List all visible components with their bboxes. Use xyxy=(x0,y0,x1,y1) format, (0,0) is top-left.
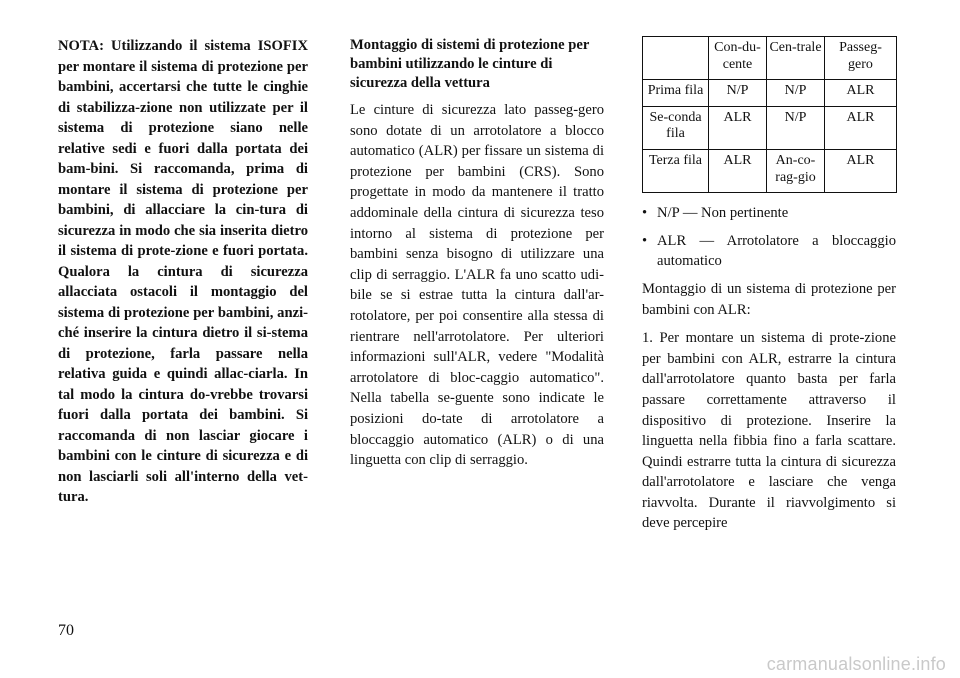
table-header-row xyxy=(643,37,897,80)
bullet-icon: • xyxy=(642,232,648,249)
table-header-cell xyxy=(643,37,709,80)
table-header-cell: Cen-trale xyxy=(767,37,825,80)
table-cell: ALR xyxy=(825,80,897,107)
watermark: carmanualsonline.info xyxy=(766,654,946,674)
right-column xyxy=(642,36,896,542)
table-row xyxy=(643,80,897,107)
isofix-note: NOTA: Utilizzando il sistema ISOFIX per montare il sistema di protezione per bambini, accertarsi che tutte le cinghie di stabilizza-zione non utilizzate per il sistema di protezione siano nelle relative sedi e fuori dalla portata dei bam-bini. Si raccomanda, prima di montare il sistema di protezione per bambini, di allacciare la cin-tura di sicurezza in modo che sia inserita dietro il sistema di prote-zione e fuori portata. Qualora la cintura di sicurezza allacciata ostacoli il montaggio del sistema di protezione per bambini, anzi-ché inserire la cintura dietro il si-stema di protezione, farla passare nella relativa guida e quindi allac-ciarla. In tal modo la cintura do-vrebbe trovarsi fuori dalla portata dei bambini. Si raccomanda di non lasciar giocare i bambini con le cinture di sicurezza e di non lasciarli soli all'interno della vet-tura. xyxy=(58,38,308,505)
legend-item xyxy=(642,203,896,224)
table-cell: Terza fila xyxy=(643,149,709,192)
section-heading: Montaggio di sistemi di protezione per bambini utilizzando le cinture di sicurezza della vettura xyxy=(350,37,590,91)
alr-intro: Montaggio di un sistema di protezione per bambini con ALR: xyxy=(642,280,896,318)
table-row xyxy=(643,149,897,192)
bullet-icon: • xyxy=(642,205,648,222)
table-row xyxy=(643,106,897,149)
table-cell: N/P xyxy=(767,80,825,107)
table-cell: ALR xyxy=(825,106,897,149)
table-cell: N/P xyxy=(709,80,767,107)
legend-text: ALR — Arrotolatore a bloccaggio automatico xyxy=(657,232,896,270)
table-cell: ALR xyxy=(709,149,767,192)
table-cell: An-co-rag-gio xyxy=(767,149,825,192)
table-header-cell: Passeg-gero xyxy=(825,37,897,80)
seat-position-table xyxy=(642,36,897,193)
middle-column xyxy=(350,36,604,471)
page-number: 70 xyxy=(58,622,74,639)
step-1-text: 1. Per montare un sistema di prote-zione per bambini con ALR, estrarre la cintura dall'arrotolatore quanto basta per farla passare correttamente attraverso il dispositivo di protezione. Inserire la linguetta nella fibbia fino a farla scattare. Quindi estrarre tutta la cintura di sicurezza dall'arrotolatore e lasciare che venga riavvolta. Durante il riavvolgimento si deve percepire xyxy=(642,330,896,532)
left-column xyxy=(58,36,308,508)
table-header-cell: Con-du-cente xyxy=(709,37,767,80)
legend-text: N/P — Non pertinente xyxy=(657,205,789,222)
table-cell: ALR xyxy=(709,106,767,149)
legend-item xyxy=(642,231,896,272)
table-cell: N/P xyxy=(767,106,825,149)
table-cell: Se-conda fila xyxy=(643,106,709,149)
alr-paragraph: Le cinture di sicurezza lato passeg-gero sono dotate di un arrotolatore a blocco automatico (ALR) per fissare un sistema di protezione per bambini (CRS). Sono progettate in modo da mantenere il tratto addominale della cintura di sicurezza teso intorno al sistema di protezione per bambini senza bisogno di utilizzare una clip di serraggio. L'ALR fa uno scatto udi-bile se si estrae tutta la cintura dall'ar-rotolatore, per poi consentire alla stessa di rientrare nell'arrotolatore. Per ulteriori informazioni sull'ALR, vedere "Modalità arrotolatore di bloc-caggio automatico". Nella tabella se-guente sono indicate le posizioni do-tate di arrotolatore a bloccaggio automatico (ALR) o di una linguetta con clip di serraggio. xyxy=(350,102,604,469)
table-cell: ALR xyxy=(825,149,897,192)
table-legend xyxy=(642,203,896,272)
table-cell: Prima fila xyxy=(643,80,709,107)
